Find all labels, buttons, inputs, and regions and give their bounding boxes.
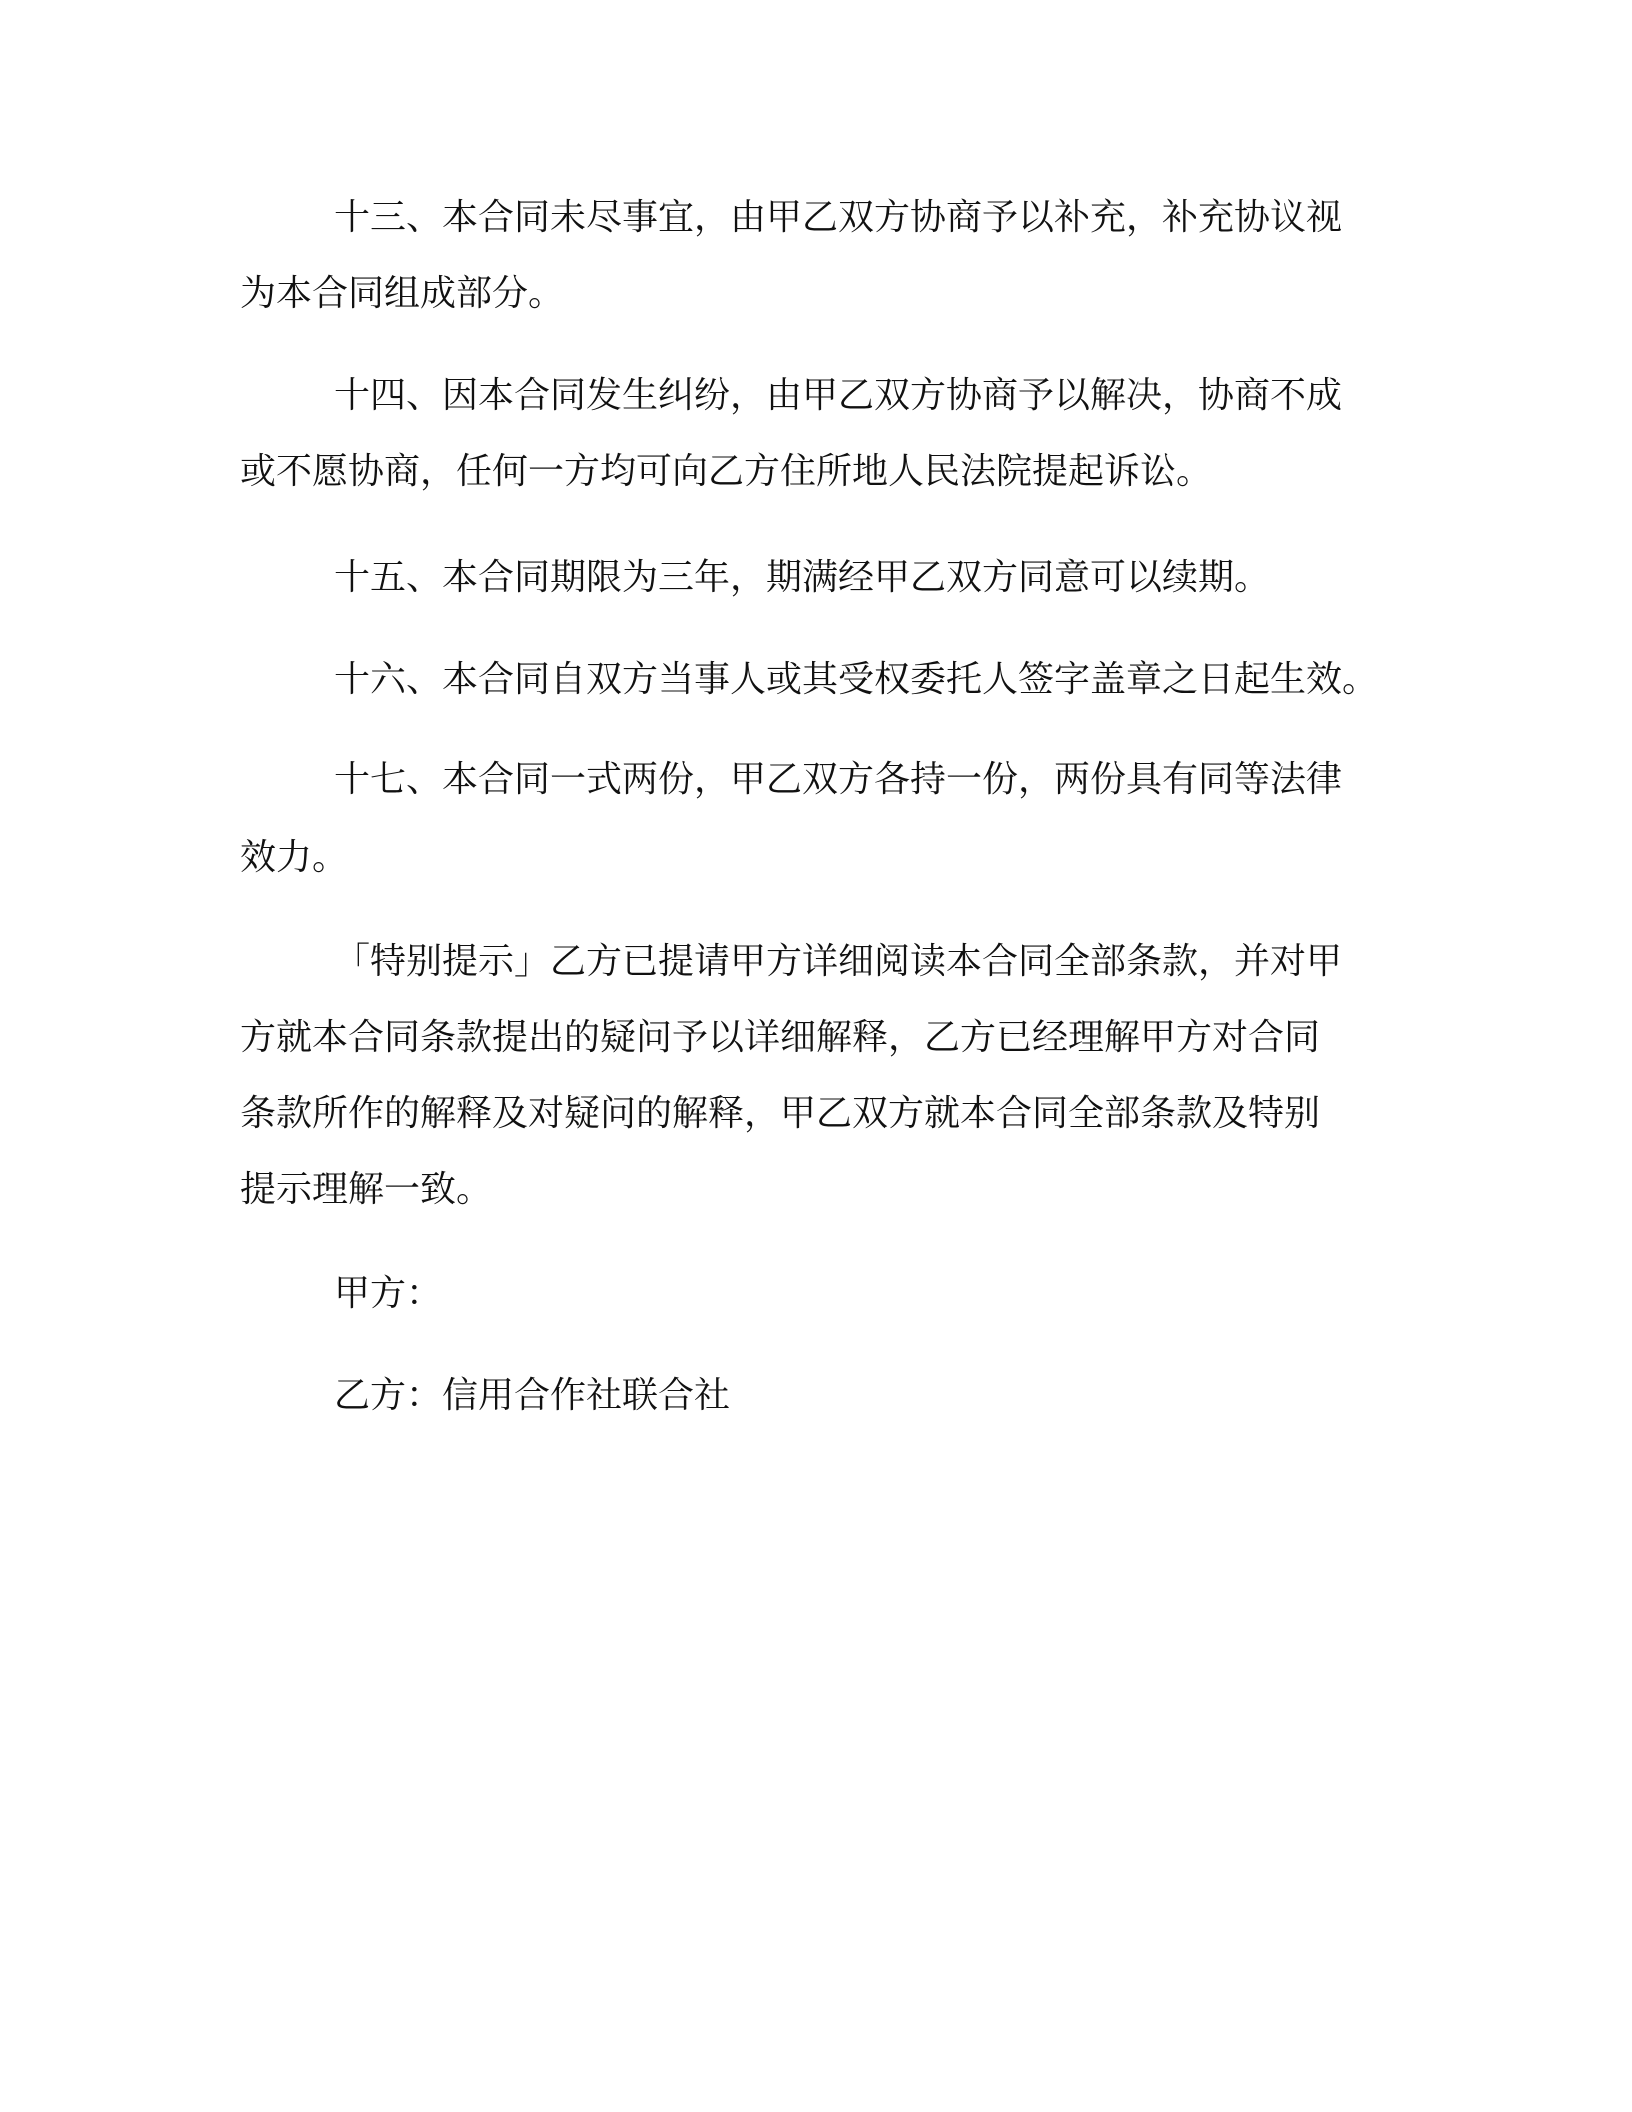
special-notice-line-2: 方就本合同条款提出的疑问予以详细解释，乙方已经理解甲方对合同 xyxy=(240,1017,1321,1058)
clause-17-line-1: 十七、本合同一式两份，甲乙双方各持一份，两份具有同等法律 xyxy=(334,759,1343,800)
party-a-signature-label: 甲方： xyxy=(334,1273,443,1314)
party-b-signature-label: 乙方：信用合作社联合社 xyxy=(334,1375,731,1416)
clause-13-line-1: 十三、本合同未尽事宜，由甲乙双方协商予以补充，补充协议视 xyxy=(334,197,1343,238)
special-notice-line-4: 提示理解一致。 xyxy=(240,1169,493,1210)
special-notice-line-3: 条款所作的解释及对疑问的解释，甲乙双方就本合同全部条款及特别 xyxy=(240,1093,1321,1134)
special-notice-line-1: 「特别提示」乙方已提请甲方详细阅读本合同全部条款，并对甲 xyxy=(334,941,1343,982)
clause-17-line-2: 效力。 xyxy=(240,837,349,878)
clause-14-line-2: 或不愿协商，任何一方均可向乙方住所地人民法院提起诉讼。 xyxy=(240,451,1213,492)
clause-15-line-1: 十五、本合同期限为三年，期满经甲乙双方同意可以续期。 xyxy=(334,557,1271,598)
clause-16-line-1: 十六、本合同自双方当事人或其受权委托人签字盖章之日起生效。 xyxy=(334,659,1379,700)
clause-13-line-2: 为本合同组成部分。 xyxy=(240,273,565,314)
clause-14-line-1: 十四、因本合同发生纠纷，由甲乙双方协商予以解决，协商不成 xyxy=(334,375,1343,416)
